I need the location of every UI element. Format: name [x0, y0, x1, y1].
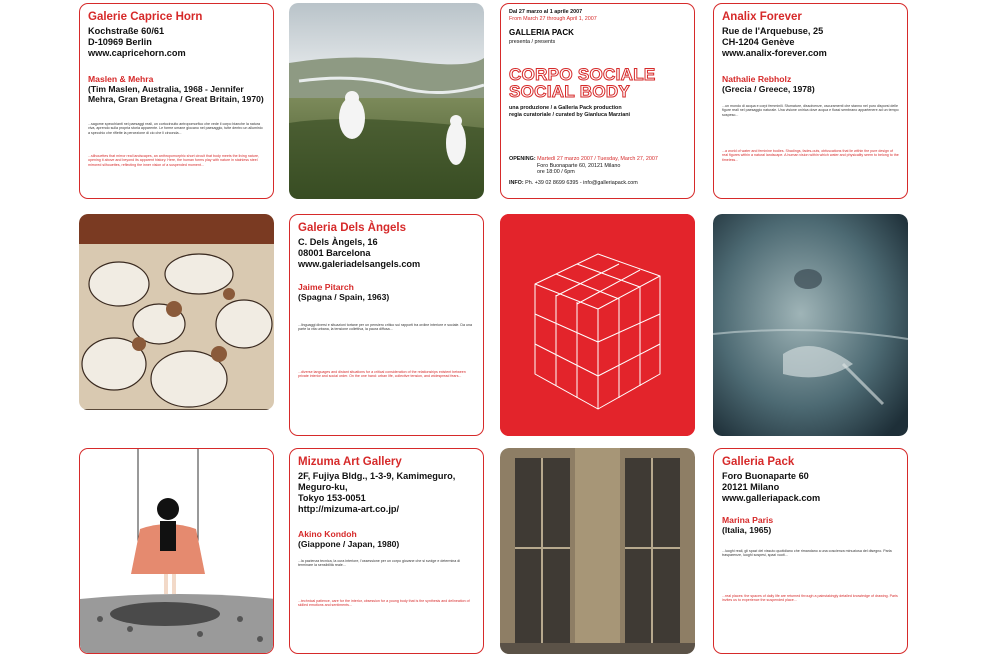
- card-exhibition-info: [500, 3, 695, 199]
- gallery-address: Foro Buonaparte 60 20121 Milano www.galleriapack.com: [722, 471, 821, 503]
- illustration-crowd: [79, 214, 274, 410]
- description-en: ...technical patience, care for the interior, obsession for a young body that is the synthesis and delineation of skilled emotions and sentiments...: [298, 599, 470, 608]
- cube-illustration: [500, 214, 695, 436]
- dates-it: Dal 27 marzo al 1 aprile 2007: [509, 9, 583, 15]
- gallery-name: Galeria Dels Àngels: [298, 222, 407, 234]
- description-en: ...a world of water and feminine bodies. Shadings, fades-outs, obfuscations that lie within the pure design of real figures within a natural landscape. A human vision within which water and physicality seem to belong to the timeless...: [722, 149, 899, 162]
- gallery-address: Kochstraße 60/61 D-10969 Berlin www.capricehorn.com: [88, 26, 186, 58]
- card-mizuma-art-gallery: [289, 448, 484, 654]
- opening-block: OPENING: Martedì 27 marzo 2007 / Tuesday, March 27, 2007 Foro Buonaparte 60, 20121 Milano ore 18:00 / 6pm INFO: Ph. +39 02 8699 6395 - info@galleriapack.com: [509, 156, 658, 186]
- gallery-name: Galerie Caprice Horn: [88, 11, 203, 23]
- photo-white-figures-landscape: [289, 3, 484, 199]
- description-en: ...silhouettes that mirror real landscapes, an anthropomorphic short circuit that body meets the living nature, opening it above and beyond its apparent history. Here, the human forms play with nature in stainless steel mirrored silhouettes, reflecting the inner vision of a suspended moment...: [88, 154, 259, 167]
- card-galeria-dels-angels: [289, 214, 484, 436]
- dates-en: From March 27 through April 1, 2007: [509, 15, 597, 22]
- organizer: GALLERIA PACK: [509, 28, 574, 37]
- curator-line: regia curatoriale / curated by Gianluca Marziani: [509, 111, 631, 118]
- card-galleria-pack: [713, 448, 908, 654]
- gallery-address: 2F, Fujiya Bldg., 1-3-9, Kamimeguro, Meguro-ku, Tokyo 153-0051 http://mizuma-art.co.jp/: [298, 471, 456, 514]
- artist-block: Marina Paris (Italia, 1965): [722, 515, 774, 535]
- gallery-name: Mizuma Art Gallery: [298, 456, 402, 468]
- description-it: ...sagome specchianti nei paesaggi reali, un cortocircuito antropomorfico che vede il corpo bianche la natura viva, aprendo sulla propria storia apparente. Le forme umane giocano nel paesaggio, tutte dentro un alluminio a specchio che riflette la percezione di cio che li circonda...: [88, 122, 263, 135]
- gallery-name: Analix Forever: [722, 11, 802, 23]
- gallery-address: C. Dels Àngels, 16 08001 Barcelona www.galeriadelsangels.com: [298, 237, 421, 269]
- exhibition-title: CORPO SOCIALE SOCIAL BODY: [509, 65, 656, 101]
- description-it: ...linguaggi diversi e situazioni tortane per un pensiero critico sui rapporti tra ordine interiore e sociale. Da una parte la vita urbana, la tensione collettiva, la paura diffusa...: [298, 323, 472, 332]
- gallery-address: Rue de l'Arquebuse, 25 CH-1204 Genève www.analix-forever.com: [722, 26, 827, 58]
- card-analix-forever: [713, 3, 908, 199]
- photo-building-facade: [500, 448, 695, 654]
- gallery-name: Galleria Pack: [722, 456, 795, 468]
- artist-block: Jaime Pitarch (Spagna / Spain, 1963): [298, 282, 390, 302]
- artist-block: Akino Kondoh (Giappone / Japan, 1980): [298, 529, 400, 549]
- description-it: ...luoghi reali, gli spazi del vissuto quotidiano che rimandano a una coscienza minuziosa del disegno. Parla trasparenze, luoghi sospesi, spazi vuoti...: [722, 549, 892, 558]
- photo-underwater-figure: [713, 214, 908, 436]
- description-it: ...un mondo di acqua e corpi femminili. Sfumature, dissolvenze, oscuramenti che stanno nel puro disporsi delle figure reali nel paesaggio naturale. Una visione onirica dove acqua e flussi sembrano appartenere ad un tempo sospeso...: [722, 104, 899, 117]
- description-en: ...real places: the spaces of daily life are returned through a painstakingly detailed knowledge of drawing. Paris invites us to experience the suspended place...: [722, 594, 898, 603]
- artist-block: Maslen & Mehra (Tim Maslen, Australia, 1968 - Jennifer Mehra, Gran Bretagna / Great Britain, 1970): [88, 74, 264, 104]
- description-it: ...la pazienza tecnica, la cura interiore, l'ossessione per un corpo giovane che si svolge e determina di terminare la sensibilità reale...: [298, 559, 461, 568]
- description-en: ...diverse languages and distant situations for a critical consideration of the relationships existent between private interior and social order. On the one hand: urban life, collective tension, and widespread fears...: [298, 370, 466, 379]
- production-line: una produzione / a Galleria Pack production: [509, 105, 622, 111]
- artist-block: Nathalie Rebholz (Grecia / Greece, 1978): [722, 74, 815, 94]
- illustration-girl-swing: [79, 448, 274, 654]
- card-galerie-caprice-horn: [79, 3, 274, 199]
- presents-label: presenta / presents: [509, 39, 556, 45]
